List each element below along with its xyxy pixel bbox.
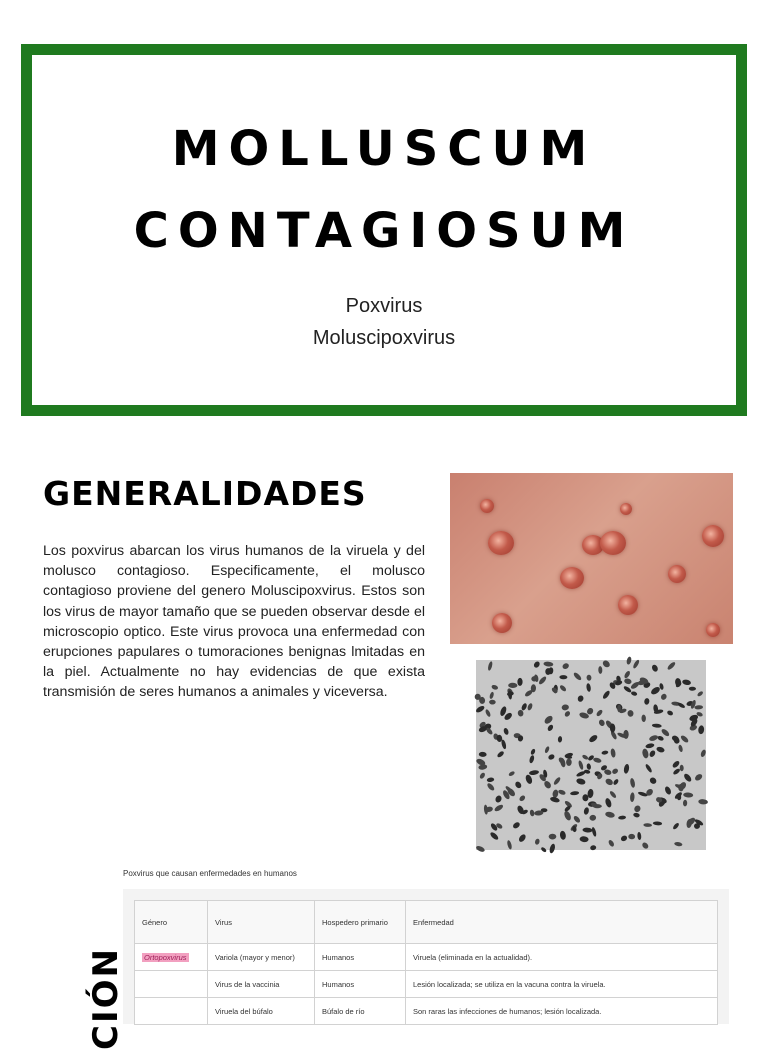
highlighted-genus: Ortopoxvirus xyxy=(144,952,187,962)
table-caption: Poxvirus que causan enfermedades en humanos xyxy=(123,869,297,878)
side-vertical-text: CIÓN xyxy=(86,947,126,1050)
micrograph-texture xyxy=(476,660,706,850)
table-cell: Virus de la vaccinia xyxy=(208,971,315,998)
table-cell: Lesión localizada; se utiliza en la vacuna contra la viruela. xyxy=(406,971,718,998)
header-virus: Virus xyxy=(208,901,315,944)
table-cell xyxy=(135,971,208,998)
table-cell: Viruela del búfalo xyxy=(208,998,315,1025)
header-hospedero: Hospedero primario xyxy=(315,901,406,944)
main-title-line2: CONTAGIOSUM xyxy=(133,203,635,259)
header-genero: Género xyxy=(135,901,208,944)
poxvirus-table-panel xyxy=(123,889,729,1024)
table-row xyxy=(135,998,718,1025)
table-cell xyxy=(135,998,208,1025)
table-cell: Humanos xyxy=(315,971,406,998)
generalidades-body-text: Los poxvirus abarcan los virus humanos de la viruela y del molusco contagioso. Especificamente, el molusco contagioso proviene del genero Moluscipoxvirus. Estos son los virus de mayor tamaño que se pueden observar desde el microscopio optico. Este virus provoca una enfermedad con erupciones papulares o tumoraciones benignas lmitadas en la piel. Actualmente no hay evidencias de que exista transmisión de seres humanos a animales y viceversa. xyxy=(43,543,425,701)
main-title-line1: MOLLUSCUM xyxy=(171,121,597,177)
electron-micrograph-photo xyxy=(476,660,706,850)
table-cell: Son raras las infecciones de humanos; lesión localizada. xyxy=(406,998,718,1025)
poxvirus-table xyxy=(134,900,718,1025)
table-cell xyxy=(135,944,208,971)
table-cell: Viruela (eliminada en la actualidad). xyxy=(406,944,718,971)
title-box xyxy=(21,44,747,416)
table-cell: Variola (mayor y menor) xyxy=(208,944,315,971)
subtitle-family: Poxvirus xyxy=(345,295,423,317)
table-cell: Humanos xyxy=(315,944,406,971)
side-vertical-heading xyxy=(36,920,126,1050)
table-row xyxy=(135,971,718,998)
table-cell: Búfalo de río xyxy=(315,998,406,1025)
skin-lesions-photo xyxy=(450,473,733,644)
table-header-row xyxy=(135,901,718,944)
table-row xyxy=(135,944,718,971)
section-heading-generalidades: GENERALIDADES xyxy=(43,474,367,513)
header-enfermedad: Enfermedad xyxy=(406,901,718,944)
subtitle-genus: Moluscipoxvirus xyxy=(312,327,456,349)
